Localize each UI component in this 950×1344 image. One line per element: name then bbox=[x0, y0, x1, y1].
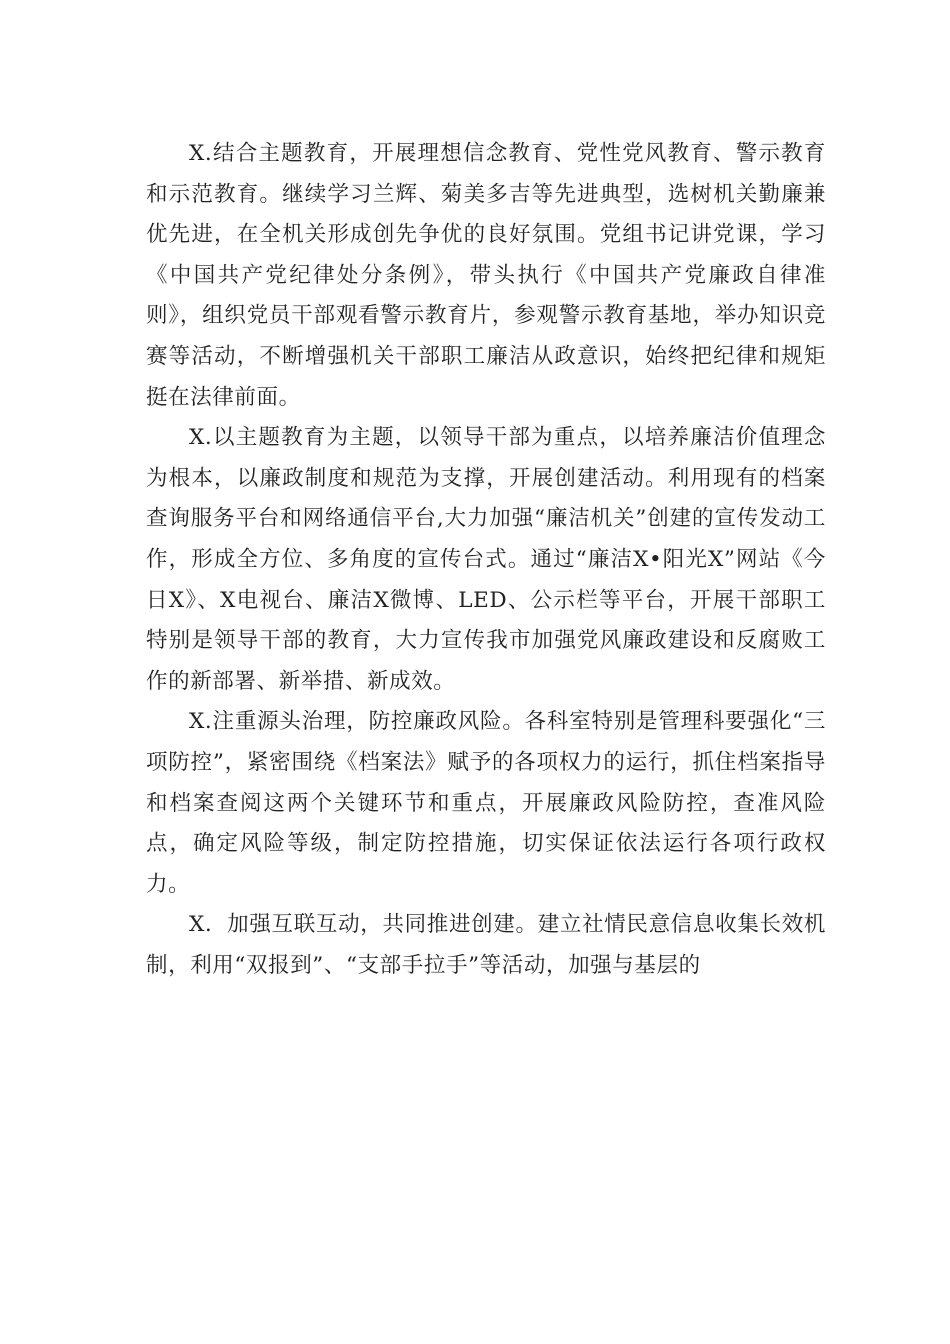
document-body bbox=[146, 134, 826, 986]
paragraph-creation-activity: X.以主题教育为主题，以领导干部为重点，以培养廉洁价值理念为根本，以廉政制度和规范为支撑，开展创建活动。利用现有的档案查询服务平台和网络通信平台,大力加强“廉洁机关”创建的宣传发动工作，形成全方位、多角度的宣传台式。通过“廉洁X•阳光X”网站《今日X》、X电视台、廉洁X微博、LED、公示栏等平台，开展干部职工特别是领导干部的教育，大力宣传我市加强党风廉政建设和反腐败工作的新部署、新举措、新成效。 bbox=[146, 425, 826, 694]
paragraph-education: X.结合主题教育，开展理想信念教育、党性党风教育、警示教育和示范教育。继续学习兰辉、菊美多吉等先进典型，选树机关勤廉兼优先进，在全机关形成创先争优的良好氛围。党组书记讲党课，学习《中国共产党纪律处分条例》，带头执行《中国共产党廉政自律准则》，组织党员干部观看警示教育片，参观警示教育基地，举办知识竞赛等活动，不断增强机关干部职工廉洁从政意识，始终把纪律和规矩挺在法律前面。 bbox=[146, 141, 826, 410]
paragraph-interaction: X．加强互联互动，共同推进创建。建立社情民意信息收集长效机制，利用“双报到”、“支部手拉手”等活动，加强与基层的 bbox=[146, 912, 826, 978]
paragraph-risk-control: X.注重源头治理，防控廉政风险。各科室特别是管理科要强化“三项防控”，紧密围绕《档案法》赋予的各项权力的运行，抓住档案指导和档案查阅这两个关键环节和重点，开展廉政风险防控，查准风险点，确定风险等级，制定防控措施，切实保证依法运行各项行政权力。 bbox=[146, 709, 826, 897]
